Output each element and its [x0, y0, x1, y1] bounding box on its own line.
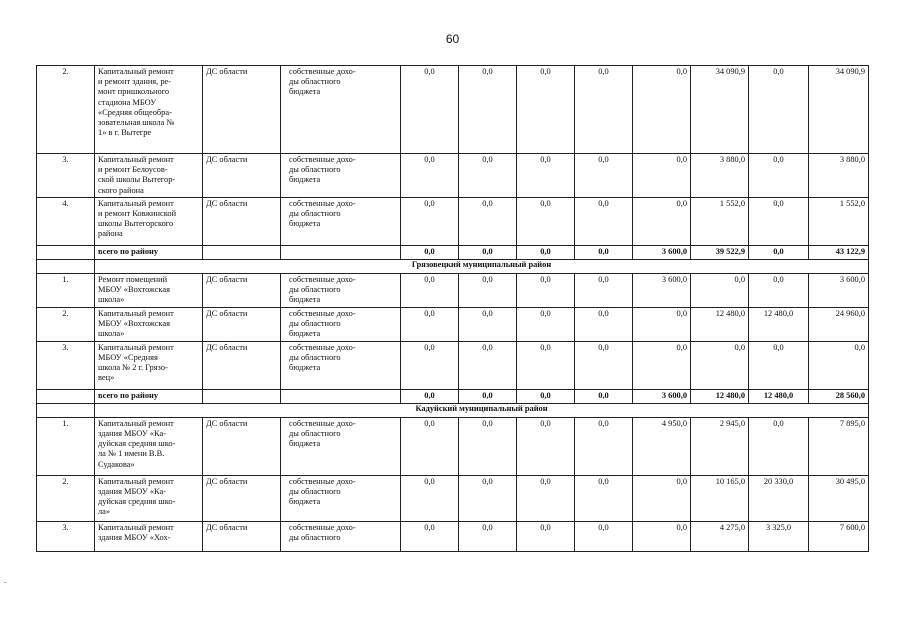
value-cell: 0,0	[749, 245, 809, 259]
table-row	[37, 521, 869, 551]
value-cell: 0,0	[809, 341, 869, 389]
value-cell: 0,0	[633, 197, 691, 245]
value-cell: 7 895,0	[809, 417, 869, 475]
value-cell: 0,0	[459, 154, 517, 198]
funding-type	[281, 197, 401, 245]
funding-source: ДС области	[203, 66, 281, 154]
item-name	[95, 273, 203, 307]
table-row	[37, 273, 869, 307]
value-cell: 43 122,9	[809, 245, 869, 259]
value-cell: 0,0	[459, 389, 517, 403]
value-cell: 0,0	[517, 154, 575, 198]
total-label: всего по району	[95, 245, 203, 259]
value-cell: 4 950,0	[633, 417, 691, 475]
page-number: 60	[445, 32, 460, 46]
item-name-line: района	[98, 229, 123, 239]
item-name-line: Капитальный ремонт	[98, 198, 174, 208]
funding-source: ДС области	[203, 521, 281, 551]
item-name-line: школа»	[98, 329, 125, 339]
item-name	[95, 307, 203, 341]
funding-type-line: собственные дохо-	[289, 198, 356, 208]
item-name-line: дуйская средняя шко-	[98, 439, 176, 449]
value-cell: 0,0	[517, 273, 575, 307]
value-cell: 10 165,0	[691, 475, 749, 521]
item-name-line: здания МБОУ «Ка-	[98, 429, 167, 439]
funding-type-line: ды областного	[289, 353, 341, 363]
table-row	[37, 66, 869, 154]
item-name	[95, 475, 203, 521]
value-cell: 0,0	[401, 341, 459, 389]
value-cell: 3 600,0	[633, 273, 691, 307]
value-cell: 39 522,9	[691, 245, 749, 259]
funding-type-line: ды областного	[289, 285, 341, 295]
value-cell: 0,0	[575, 475, 633, 521]
item-name-line: Капитальный ремонт	[98, 342, 174, 352]
item-name-line: ла»	[98, 507, 111, 517]
item-name-line: школа № 2 г. Грязо-	[98, 363, 168, 373]
value-cell: 0,0	[401, 521, 459, 551]
table-row	[37, 197, 869, 245]
row-number	[37, 259, 95, 273]
value-cell: 0,0	[575, 273, 633, 307]
funding-type-line: ды областного	[289, 165, 341, 175]
table-row	[37, 341, 869, 389]
value-cell: 0,0	[575, 341, 633, 389]
total-row	[37, 245, 869, 259]
funding-type-line: бюджета	[289, 87, 321, 97]
row-number: 2.	[37, 307, 95, 341]
value-cell: 0,0	[459, 307, 517, 341]
value-cell: 0,0	[575, 389, 633, 403]
item-name-line: ла № 1 имени В.В.	[98, 449, 165, 459]
funding-source	[203, 245, 281, 259]
item-name	[95, 197, 203, 245]
value-cell: 0,0	[401, 66, 459, 154]
item-name-line: Капитальный ремонт	[98, 476, 174, 486]
value-cell: 0,0	[401, 417, 459, 475]
value-cell: 0,0	[459, 273, 517, 307]
value-cell: 0,0	[401, 154, 459, 198]
value-cell: 12 480,0	[691, 307, 749, 341]
funding-type	[281, 341, 401, 389]
funding-type-line: ды областного	[289, 487, 341, 497]
value-cell: 0,0	[401, 197, 459, 245]
funding-type-line: бюджета	[289, 175, 321, 185]
item-name-line: МБОУ «Средняя	[98, 353, 158, 363]
value-cell: 0,0	[575, 307, 633, 341]
value-cell: 34 090,9	[691, 66, 749, 154]
funding-type-line: собственные дохо-	[289, 274, 356, 284]
item-name-line: Судакова»	[98, 459, 135, 469]
edge-mark: -	[4, 578, 7, 586]
value-cell: 0,0	[459, 66, 517, 154]
value-cell: 0,0	[575, 417, 633, 475]
item-name-line: 1» в г. Вытегре	[98, 128, 152, 138]
value-cell: 7 600,0	[809, 521, 869, 551]
funding-type-line: бюджета	[289, 363, 321, 373]
item-name-line: вец»	[98, 373, 115, 383]
table-row	[37, 154, 869, 198]
item-name-line: здания МБОУ «Хох-	[98, 533, 171, 543]
value-cell: 0,0	[691, 341, 749, 389]
funding-type-line: собственные дохо-	[289, 342, 356, 352]
value-cell: 3 880,0	[691, 154, 749, 198]
funding-type	[281, 245, 401, 259]
table-body	[37, 66, 869, 552]
row-number: 4.	[37, 197, 95, 245]
value-cell: 0,0	[749, 341, 809, 389]
row-number: 3.	[37, 154, 95, 198]
value-cell: 24 960,0	[809, 307, 869, 341]
district-header-row	[37, 403, 869, 417]
funding-type-line: бюджета	[289, 219, 321, 229]
row-number: 2.	[37, 475, 95, 521]
item-name-line: «Средняя общеобра-	[98, 107, 172, 117]
funding-source: ДС области	[203, 307, 281, 341]
table-row	[37, 475, 869, 521]
value-cell: 3 880,0	[809, 154, 869, 198]
funding-type-line: бюджета	[289, 329, 321, 339]
value-cell: 1 552,0	[691, 197, 749, 245]
value-cell: 3 600,0	[633, 245, 691, 259]
funding-type-line: собственные дохо-	[289, 418, 356, 428]
item-name-line: Капитальный ремонт	[98, 155, 174, 164]
funding-type-line: собственные дохо-	[289, 308, 356, 318]
funding-type-line: ды областного	[289, 209, 341, 219]
value-cell: 0,0	[633, 154, 691, 198]
funding-type-line: ды областного	[289, 319, 341, 329]
value-cell: 0,0	[575, 66, 633, 154]
value-cell: 0,0	[459, 197, 517, 245]
item-name-line: монт пришкольного	[98, 87, 170, 97]
item-name-line: МБОУ «Вохтожская	[98, 319, 170, 329]
funding-type-line: собственные дохо-	[289, 476, 356, 486]
item-name-line: Капитальный ремонт	[98, 522, 174, 532]
value-cell: 12 480,0	[749, 389, 809, 403]
item-name	[95, 66, 203, 154]
value-cell: 0,0	[517, 389, 575, 403]
funding-type-line: ды областного	[289, 533, 341, 543]
funding-type-line: собственные дохо-	[289, 522, 356, 532]
funding-type	[281, 307, 401, 341]
total-row	[37, 389, 869, 403]
funding-type-line: ды областного	[289, 77, 341, 87]
row-number	[37, 389, 95, 403]
funding-source: ДС области	[203, 475, 281, 521]
value-cell: 0,0	[633, 475, 691, 521]
funding-type-line: ды областного	[289, 429, 341, 439]
funding-type-line: собственные дохо-	[289, 155, 356, 164]
district-name: Грязовецкий муниципальный район	[95, 259, 869, 273]
value-cell: 0,0	[575, 245, 633, 259]
item-name-line: Капитальный ремонт	[98, 67, 174, 76]
value-cell: 20 330,0	[749, 475, 809, 521]
item-name	[95, 341, 203, 389]
total-label: всего по району	[95, 389, 203, 403]
value-cell: 28 560,0	[809, 389, 869, 403]
funding-source: ДС области	[203, 341, 281, 389]
item-name-line: Капитальный ремонт	[98, 418, 174, 428]
item-name-line: здания МБОУ «Ка-	[98, 487, 167, 497]
value-cell: 3 325,0	[749, 521, 809, 551]
item-name-line: ской школы Вытегор-	[98, 175, 176, 185]
funding-source: ДС области	[203, 197, 281, 245]
value-cell: 30 495,0	[809, 475, 869, 521]
funding-type	[281, 521, 401, 551]
funding-type	[281, 417, 401, 475]
value-cell: 0,0	[459, 341, 517, 389]
row-number	[37, 245, 95, 259]
row-number: 3.	[37, 521, 95, 551]
value-cell: 0,0	[401, 389, 459, 403]
item-name-line: Капитальный ремонт	[98, 308, 174, 318]
value-cell: 0,0	[749, 197, 809, 245]
value-cell: 0,0	[633, 66, 691, 154]
funding-source: ДС области	[203, 273, 281, 307]
district-name: Кадуйский муниципальный район	[95, 403, 869, 417]
value-cell: 12 480,0	[691, 389, 749, 403]
funding-type	[281, 273, 401, 307]
funding-type	[281, 154, 401, 198]
value-cell: 0,0	[575, 521, 633, 551]
value-cell: 0,0	[575, 197, 633, 245]
funding-source	[203, 389, 281, 403]
item-name-line: и ремонт здания, ре-	[98, 77, 172, 87]
value-cell: 3 600,0	[809, 273, 869, 307]
value-cell: 0,0	[459, 521, 517, 551]
value-cell: 0,0	[459, 417, 517, 475]
funding-type	[281, 475, 401, 521]
value-cell: 0,0	[401, 475, 459, 521]
item-name	[95, 521, 203, 551]
value-cell: 0,0	[749, 66, 809, 154]
funding-source: ДС области	[203, 417, 281, 475]
value-cell: 0,0	[517, 417, 575, 475]
item-name-line: Ремонт помещений	[98, 274, 168, 284]
value-cell: 0,0	[517, 66, 575, 154]
value-cell: 0,0	[517, 245, 575, 259]
row-number	[37, 403, 95, 417]
funding-type-line: собственные дохо-	[289, 67, 356, 76]
value-cell: 0,0	[517, 521, 575, 551]
value-cell: 1 552,0	[809, 197, 869, 245]
item-name-line: школы Вытегорского	[98, 219, 174, 229]
value-cell: 0,0	[749, 154, 809, 198]
value-cell: 34 090,9	[809, 66, 869, 154]
item-name-line: дуйская средняя шко-	[98, 497, 176, 507]
funding-type-line: бюджета	[289, 497, 321, 507]
row-number: 2.	[37, 66, 95, 154]
value-cell: 3 600,0	[633, 389, 691, 403]
value-cell: 0,0	[691, 273, 749, 307]
item-name-line: стадиона МБОУ	[98, 97, 157, 107]
value-cell: 0,0	[749, 417, 809, 475]
value-cell: 4 275,0	[691, 521, 749, 551]
table-row	[37, 417, 869, 475]
item-name-line: и ремонт Белоусов-	[98, 165, 168, 175]
value-cell: 0,0	[749, 273, 809, 307]
value-cell: 0,0	[517, 475, 575, 521]
item-name	[95, 417, 203, 475]
item-name-line: зовательная школа №	[98, 118, 175, 128]
item-name-line: МБОУ «Вохтожская	[98, 285, 170, 295]
value-cell: 0,0	[459, 475, 517, 521]
district-header-row	[37, 259, 869, 273]
value-cell: 0,0	[401, 245, 459, 259]
item-name	[95, 154, 203, 198]
budget-table	[36, 65, 869, 552]
row-number: 1.	[37, 273, 95, 307]
value-cell: 12 480,0	[749, 307, 809, 341]
item-name-line: ского района	[98, 185, 144, 195]
value-cell: 0,0	[633, 341, 691, 389]
value-cell: 0,0	[517, 341, 575, 389]
funding-type	[281, 389, 401, 403]
value-cell: 0,0	[517, 307, 575, 341]
funding-type-line: бюджета	[289, 295, 321, 305]
item-name-line: и ремонт Ковжинской	[98, 209, 177, 219]
funding-type	[281, 66, 401, 154]
value-cell: 0,0	[459, 245, 517, 259]
value-cell: 0,0	[401, 273, 459, 307]
value-cell: 2 945,0	[691, 417, 749, 475]
funding-type-line: бюджета	[289, 439, 321, 449]
funding-source: ДС области	[203, 154, 281, 198]
value-cell: 0,0	[633, 521, 691, 551]
value-cell: 0,0	[517, 197, 575, 245]
item-name-line: школа»	[98, 295, 125, 305]
value-cell: 0,0	[575, 154, 633, 198]
row-number: 1.	[37, 417, 95, 475]
table-row	[37, 307, 869, 341]
value-cell: 0,0	[633, 307, 691, 341]
row-number: 3.	[37, 341, 95, 389]
value-cell: 0,0	[401, 307, 459, 341]
